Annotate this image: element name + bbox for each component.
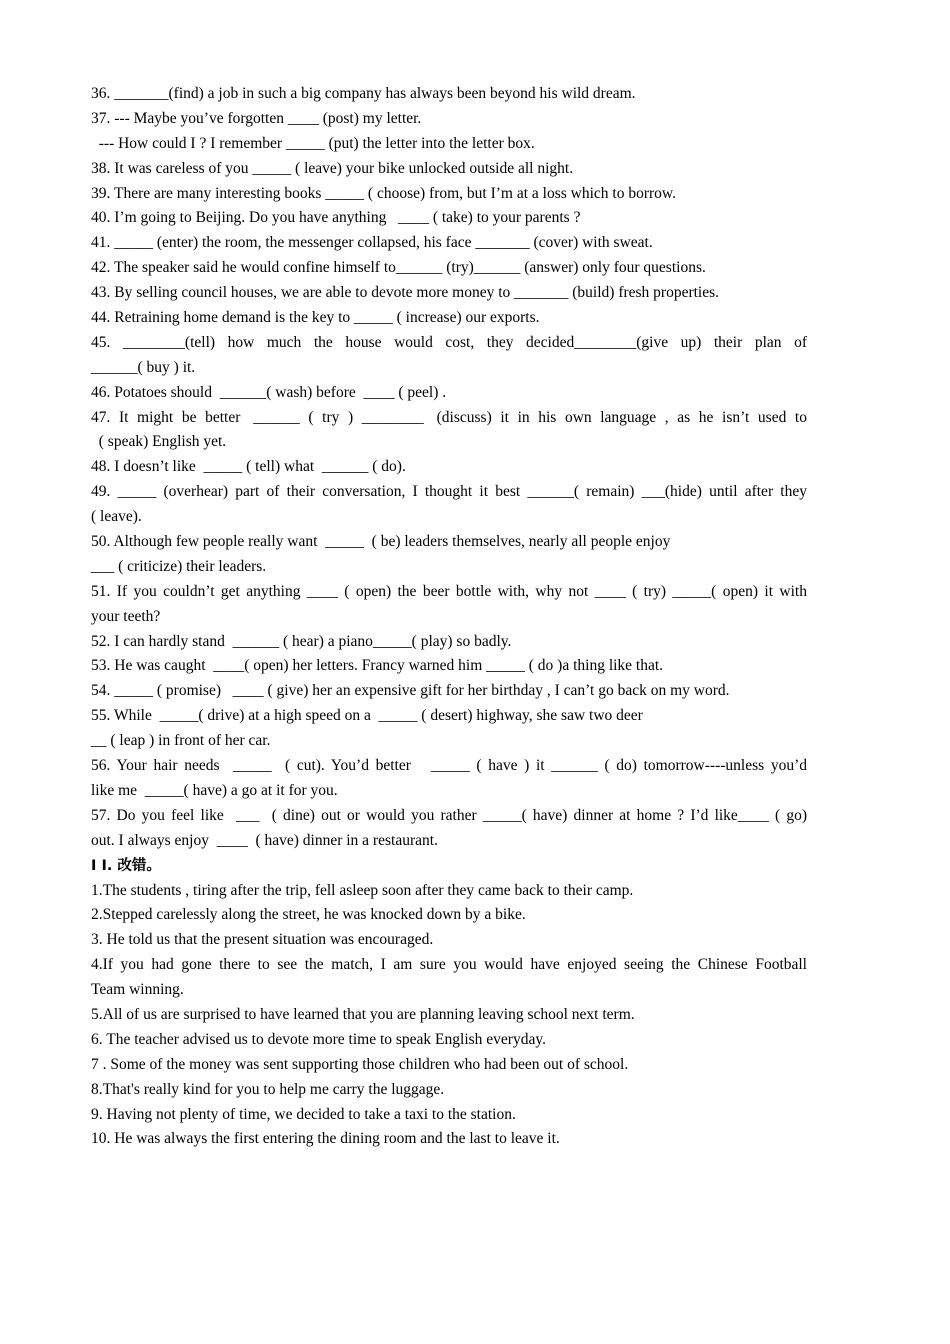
exercise-line: 52. I can hardly stand ______ ( hear) a piano_____( play) so badly. [91, 632, 512, 650]
correction-line: 2.Stepped carelessly along the street, he was knocked down by a bike. [91, 906, 526, 924]
exercise-line: ( leave). [91, 508, 142, 526]
exercise-line: 54. _____ ( promise) ____ ( give) her an expensive gift for her birthday , I can’t go back on my word. [91, 682, 730, 700]
exercise-line: 45. ________(tell) how much the house would cost, they decided________(give up) their plan of [91, 333, 807, 351]
exercise-line: 36. _______(find) a job in such a big company has always been beyond his wild dream. [91, 85, 636, 102]
exercise-line: 44. Retraining home demand is the key to _____ ( increase) our exports. [91, 309, 540, 327]
exercise-line: 49. _____ (overhear) part of their conversation, I thought it best ______( remain) ___(hide) until after they [91, 483, 807, 501]
exercise-line: 43. By selling council houses, we are able to devote more money to _______ (build) fresh properties. [91, 284, 720, 302]
exercise-line: 56. Your hair needs _____ ( cut). You’d better _____ ( have ) it ______ ( do) tomorrow----unless you’d [91, 757, 807, 775]
exercise-content [91, 82, 807, 1152]
exercise-line: 41. _____ (enter) the room, the messenger collapsed, his face _______ (cover) with sweat. [91, 234, 653, 252]
correction-line: 8.That's really kind for you to help me carry the luggage. [91, 1080, 445, 1098]
correction-line: 6. The teacher advised us to devote more time to speak English everyday. [91, 1030, 546, 1048]
exercise-line: __ ( leap ) in front of her car. [91, 732, 271, 750]
correction-line: 5.All of us are surprised to have learned that you are planning leaving school next term. [91, 1005, 635, 1023]
section-heading: I I. 改错。 [91, 857, 161, 874]
exercise-line: 39. There are many interesting books _____ ( choose) from, but I’m at a loss which to borrow. [91, 184, 676, 202]
exercise-line: 37. --- Maybe you’ve forgotten ____ (post) my letter. [91, 109, 422, 127]
exercise-line: 51. If you couldn’t get anything ____ ( open) the beer bottle with, why not ____ ( try) _____( open) it with [91, 582, 807, 600]
exercise-line: 47. It might be better ______ ( try ) ________ (discuss) it in his own language , as he isn’t used to [91, 408, 807, 426]
exercise-line: 46. Potatoes should ______( wash) before ____ ( peel) . [91, 383, 447, 401]
correction-line: 7 . Some of the money was sent supporting those children who had been out of school. [91, 1055, 629, 1073]
exercise-line: 42. The speaker said he would confine himself to______ (try)______ (answer) only four questions. [91, 259, 706, 277]
exercise-line: 57. Do you feel like ___ ( dine) out or would you rather _____( have) dinner at home ? I’d like____ ( go) [91, 806, 807, 824]
fill-in-section [91, 82, 807, 854]
correction-line: 9. Having not plenty of time, we decided to take a taxi to the station. [91, 1105, 516, 1123]
exercise-line: 55. While _____( drive) at a high speed on a _____ ( desert) highway, she saw two deer [91, 707, 643, 725]
exercise-line: like me _____( have) a go at it for you. [91, 781, 338, 799]
correction-line: 10. He was always the first entering the dining room and the last to leave it. [91, 1130, 560, 1148]
correction-line: 1.The students , tiring after the trip, fell asleep soon after they came back to their camp. [91, 881, 634, 899]
exercise-line: 50. Although few people really want _____ ( be) leaders themselves, nearly all people enjoy [91, 533, 671, 551]
exercise-line: ___ ( criticize) their leaders. [91, 557, 267, 575]
error-correction-section [91, 854, 807, 1153]
exercise-line: ______( buy ) it. [91, 358, 196, 376]
correction-line: 3. He told us that the present situation was encouraged. [91, 931, 434, 949]
exercise-line: your teeth? [91, 607, 161, 625]
correction-line: Team winning. [91, 981, 184, 999]
exercise-line: 53. He was caught ____( open) her letters. Francy warned him _____ ( do )a thing like that. [91, 657, 664, 675]
exercise-line: ( speak) English yet. [91, 433, 227, 451]
exercise-line: 40. I’m going to Beijing. Do you have anything ____ ( take) to your parents ? [91, 209, 581, 227]
correction-line: 4.If you had gone there to see the match, I am sure you would have enjoyed seeing the Chinese Football [91, 956, 807, 974]
exercise-line: out. I always enjoy ____ ( have) dinner in a restaurant. [91, 831, 438, 849]
exercise-line: 48. I doesn’t like _____ ( tell) what ______ ( do). [91, 458, 406, 476]
exercise-line: --- How could I ? I remember _____ (put) the letter into the letter box. [91, 134, 535, 152]
exercise-line: 38. It was careless of you _____ ( leave) your bike unlocked outside all night. [91, 159, 574, 177]
